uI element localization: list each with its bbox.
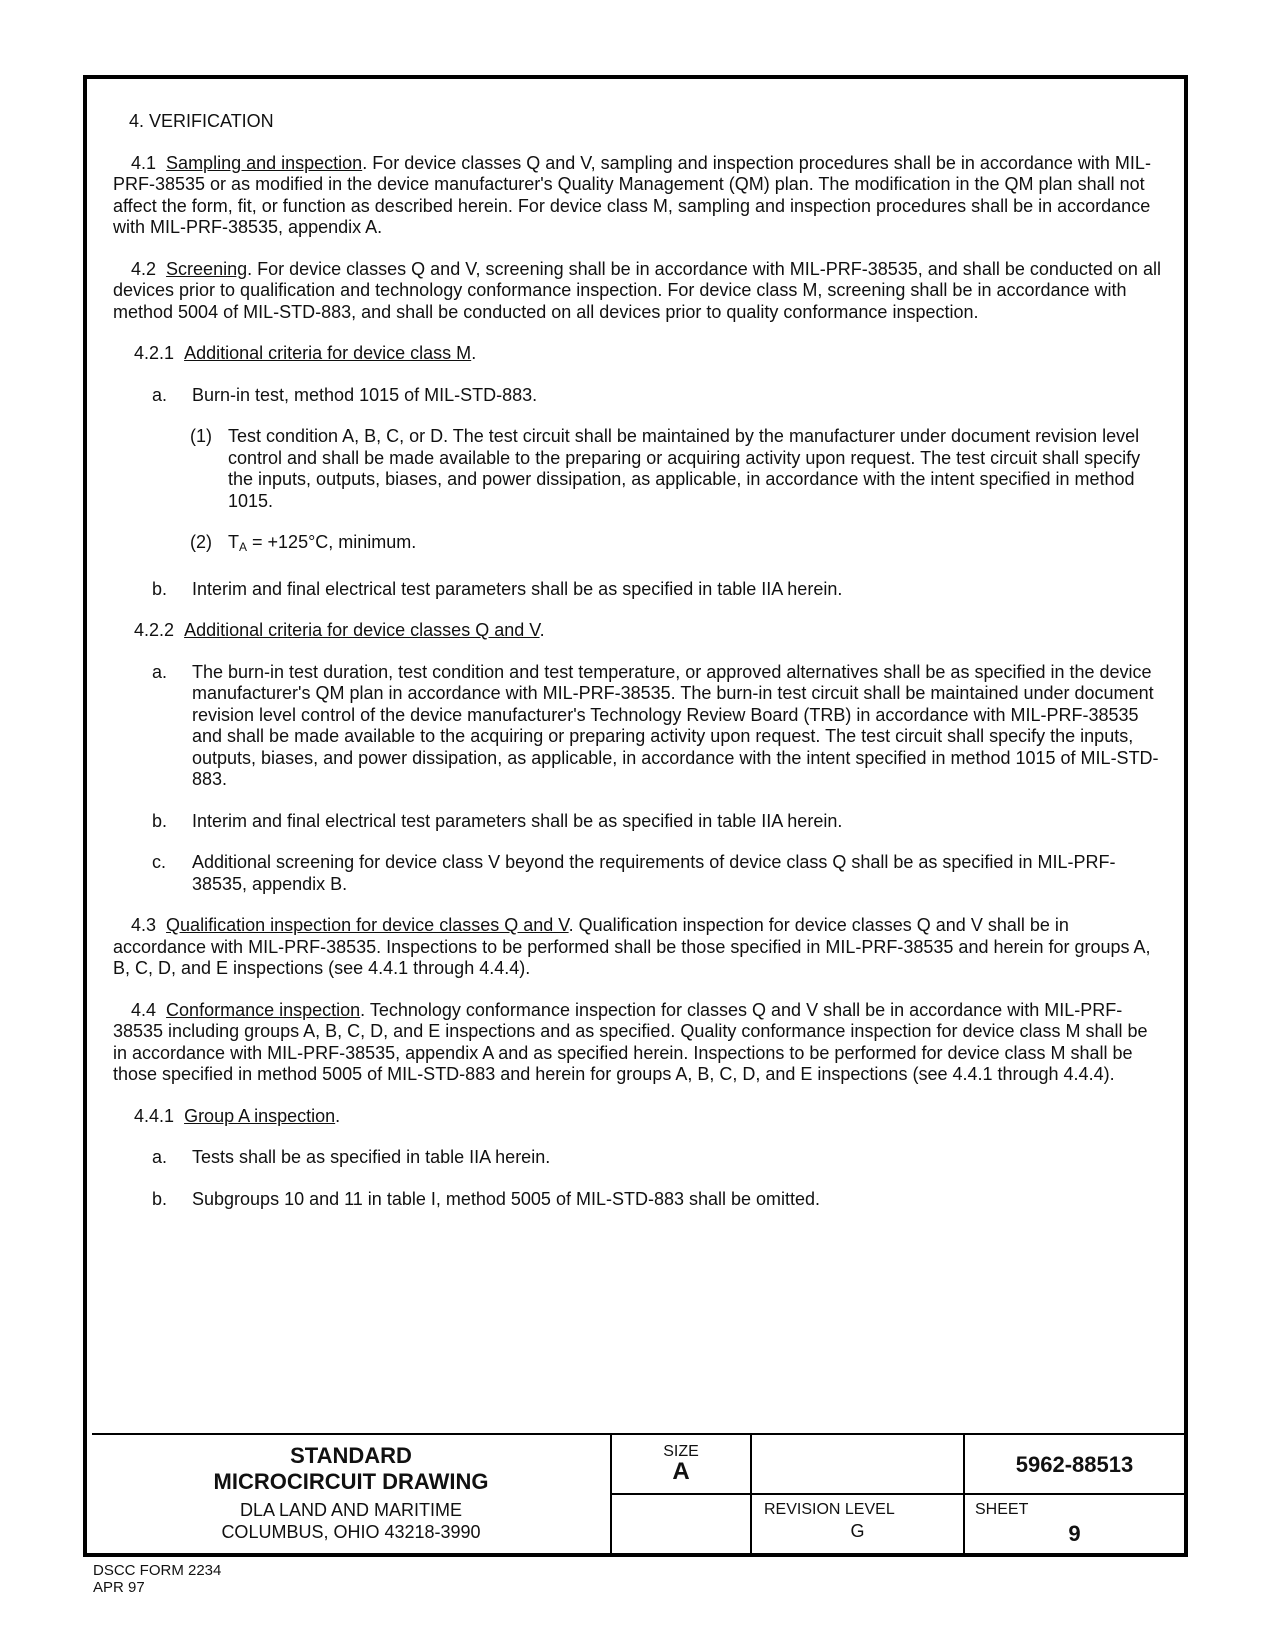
heading-sampling: Sampling and inspection <box>166 152 363 173</box>
paragraph-4-2-2: 4.2.2 Additional criteria for device classes Q and V. <box>134 620 545 640</box>
blank-cell <box>752 1435 965 1495</box>
list-item: a. Burn-in test, method 1015 of MIL-STD-883. <box>152 384 538 405</box>
paragraph-4-2-1: 4.2.1 Additional criteria for device class M. <box>134 343 477 363</box>
list-item: b. Interim and final electrical test parameters shall be as specified in table IIA herein. <box>152 810 843 831</box>
document-body <box>113 111 1165 1210</box>
list-item: a. The burn-in test duration, test condition and test temperature, or approved alternatives shall be as specified in the device manufacturer's QM plan in accordance with MIL-PRF-38535. The burn-in test circuit shall be maintained under document revision level control of the device manufacturer's Technology Review Board (TRB) in accordance with MIL-PRF-38535 and shall be made available to the acquiring or preparing activity upon request. The test circuit shall specify the inputs, outputs, biases, and power dissipation, as applicable, in accordance with the intent specified in method 1015 of MIL-STD-883. <box>152 661 1159 789</box>
blank-cell <box>612 1495 752 1553</box>
list-item: (2) TA = +125°C, minimum. <box>190 532 417 554</box>
page-frame <box>83 75 1188 1557</box>
heading-screening: Screening <box>166 258 248 279</box>
list-item: (1) Test condition A, B, C, or D. The test circuit shall be maintained by the manufacturer under document revision level control and shall be made available to the preparing or acquiring activity upon request. The test circuit shall specify the inputs, outputs, biases, and power dissipation, as applicable, in accordance with the intent specified in method 1015. <box>190 426 1141 511</box>
list-item: b. Subgroups 10 and 11 in table I, method 5005 of MIL-STD-883 shall be omitted. <box>152 1188 821 1209</box>
drawing-number: 5962-88513 <box>965 1435 1184 1495</box>
list-item: c. Additional screening for device class V beyond the requirements of device class Q shall be as specified in MIL-PRF-38535, appendix B. <box>152 852 1116 894</box>
paragraph-4-2: 4.2 Screening. For device classes Q and V, screening shall be in accordance with MIL-PRF-38535, and shall be conducted on all devices prior to qualification and technology conformance inspection. For device class M, screening shall be in accordance with method 5004 of MIL-STD-883, and shall be conducted on all devices prior to quality conformance inspection. <box>113 258 1161 322</box>
size-cell: SIZE A <box>612 1435 752 1495</box>
paragraph-4-4-1: 4.4.1 Group A inspection. <box>134 1105 341 1126</box>
list-item: a. Tests shall be as specified in table IIA herein. <box>152 1147 551 1167</box>
section-heading: 4. VERIFICATION <box>129 111 274 131</box>
revision-cell: REVISION LEVEL G <box>752 1495 965 1553</box>
paragraph-4-3: 4.3 Qualification inspection for device classes Q and V. Qualification inspection for device classes Q and V shall be in accordance with MIL-PRF-38535. Inspections to be performed shall be those specified in MIL-PRF-38535 and herein for groups A, B, C, D, and E inspections (see 4.4.1 through 4.4.4). <box>113 915 1151 978</box>
form-footer: DSCC FORM 2234 APR 97 <box>93 1562 222 1596</box>
paragraph-4-4: 4.4 Conformance inspection. Technology conformance inspection for classes Q and V shall be in accordance with MIL-PRF-38535 including groups A, B, C, D, and E inspections and as specified. Quality conformance inspection for device class M shall be in accordance with MIL-PRF-38535, appendix A and as specified herein. Inspections to be performed for device class M shall be those specified in method 5005 of MIL-STD-883 and herein for groups A, B, C, D, and E inspections (see 4.4.1 through 4.4.4). <box>113 999 1148 1084</box>
sheet-cell: SHEET 9 <box>975 1501 1081 1546</box>
title-block-standard: STANDARD MICROCIRCUIT DRAWING DLA LAND AND MARITIME COLUMBUS, OHIO 43218-3990 <box>92 1435 612 1553</box>
list-item: b. Interim and final electrical test parameters shall be as specified in table IIA herein. <box>152 578 843 599</box>
title-block <box>92 1433 1184 1553</box>
paragraph-4-1: 4.1 Sampling and inspection. For device classes Q and V, sampling and inspection procedures shall be in accordance with MIL-PRF-38535 or as modified in the device manufacturer's Quality Management (QM) plan. The modification in the QM plan shall not affect the form, fit, or function as described herein. For device class M, sampling and inspection procedures shall be in accordance with MIL-PRF-38535, appendix A. <box>113 152 1151 237</box>
